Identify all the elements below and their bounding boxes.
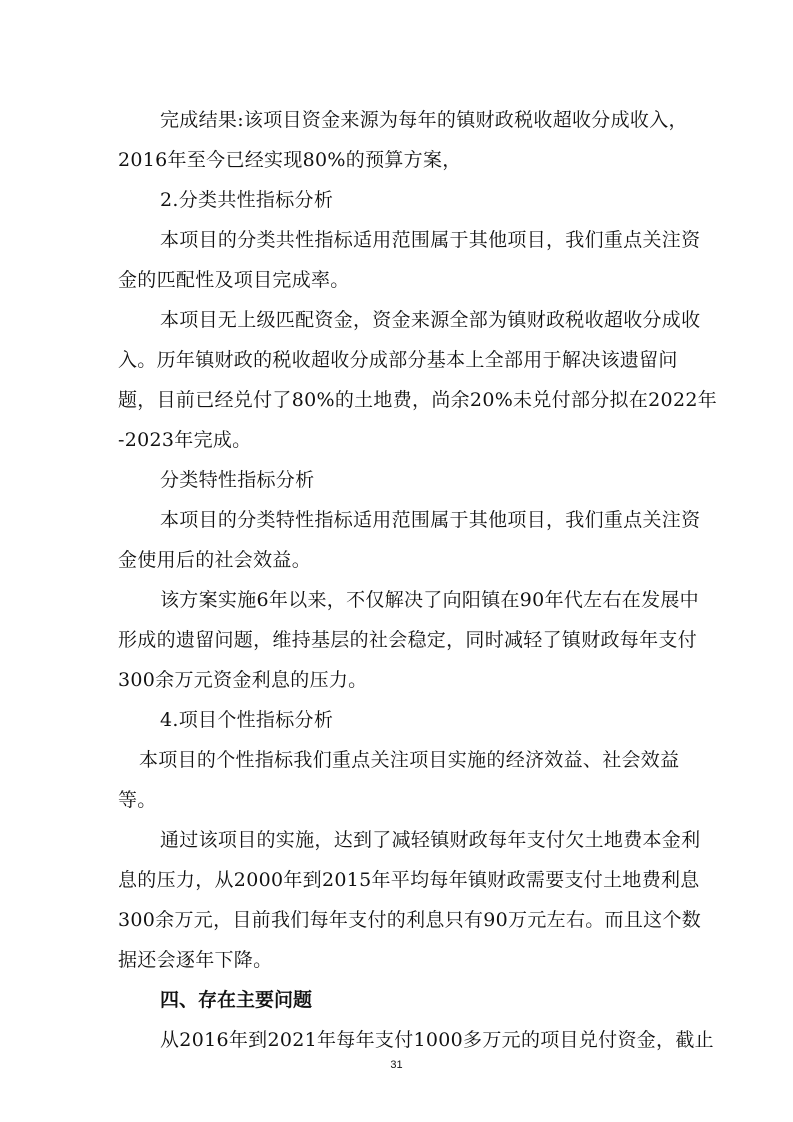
paragraph-line: 息的压力，从2000年到2015年平均每年镇财政需要支付土地费利息 <box>118 869 700 891</box>
paragraph-line: 2016年至今已经实现80%的预算方案， <box>118 149 462 171</box>
section-subheading: 分类特性指标分析 <box>160 469 315 491</box>
paragraph-line: 该方案实施6年以来，不仅解决了向阳镇在90年代左右在发展中 <box>160 589 699 611</box>
paragraph-line: 300余万元资金利息的压力。 <box>118 669 368 691</box>
paragraph-line: 本项目的个性指标我们重点关注项目实施的经济效益、社会效益 <box>139 749 680 771</box>
paragraph-line: 等。 <box>118 789 157 811</box>
paragraph-line: 本项目无上级匹配资金，资金来源全部为镇财政税收超收分成收 <box>160 309 701 331</box>
paragraph-line: 题，目前已经兑付了80%的土地费，尚余20%未兑付部分拟在2022年 <box>118 389 718 411</box>
page-number: 31 <box>390 1059 403 1071</box>
paragraph-line: 本项目的分类共性指标适用范围属于其他项目，我们重点关注资 <box>160 229 701 251</box>
paragraph-line: 入。历年镇财政的税收超收分成部分基本上全部用于解决该遗留问 <box>118 349 678 371</box>
section-subheading: 2.分类共性指标分析 <box>160 189 334 211</box>
paragraph-line: -2023年完成。 <box>118 429 252 451</box>
paragraph-line: 据还会逐年下降。 <box>118 949 273 971</box>
section-heading: 四、存在主要问题 <box>160 989 313 1011</box>
paragraph-line: 本项目的分类特性指标适用范围属于其他项目，我们重点关注资 <box>160 509 701 531</box>
section-subheading: 4.项目个性指标分析 <box>160 709 334 731</box>
paragraph-line: 金的匹配性及项目完成率。 <box>118 269 350 291</box>
paragraph-line: 金使用后的社会效益。 <box>118 549 312 571</box>
paragraph-line: 完成结果:该项目资金来源为每年的镇财政税收超收分成收入， <box>160 109 688 131</box>
paragraph-line: 从2016年到2021年每年支付1000多万元的项目兑付资金，截止 <box>160 1029 714 1051</box>
paragraph-line: 300余万元，目前我们每年支付的利息只有90万元左右。而且这个数 <box>118 909 702 931</box>
paragraph-line: 通过该项目的实施，达到了减轻镇财政每年支付欠土地费本金利 <box>160 829 701 851</box>
paragraph-line: 形成的遗留问题，维持基层的社会稳定，同时减轻了镇财政每年支付 <box>118 629 698 651</box>
